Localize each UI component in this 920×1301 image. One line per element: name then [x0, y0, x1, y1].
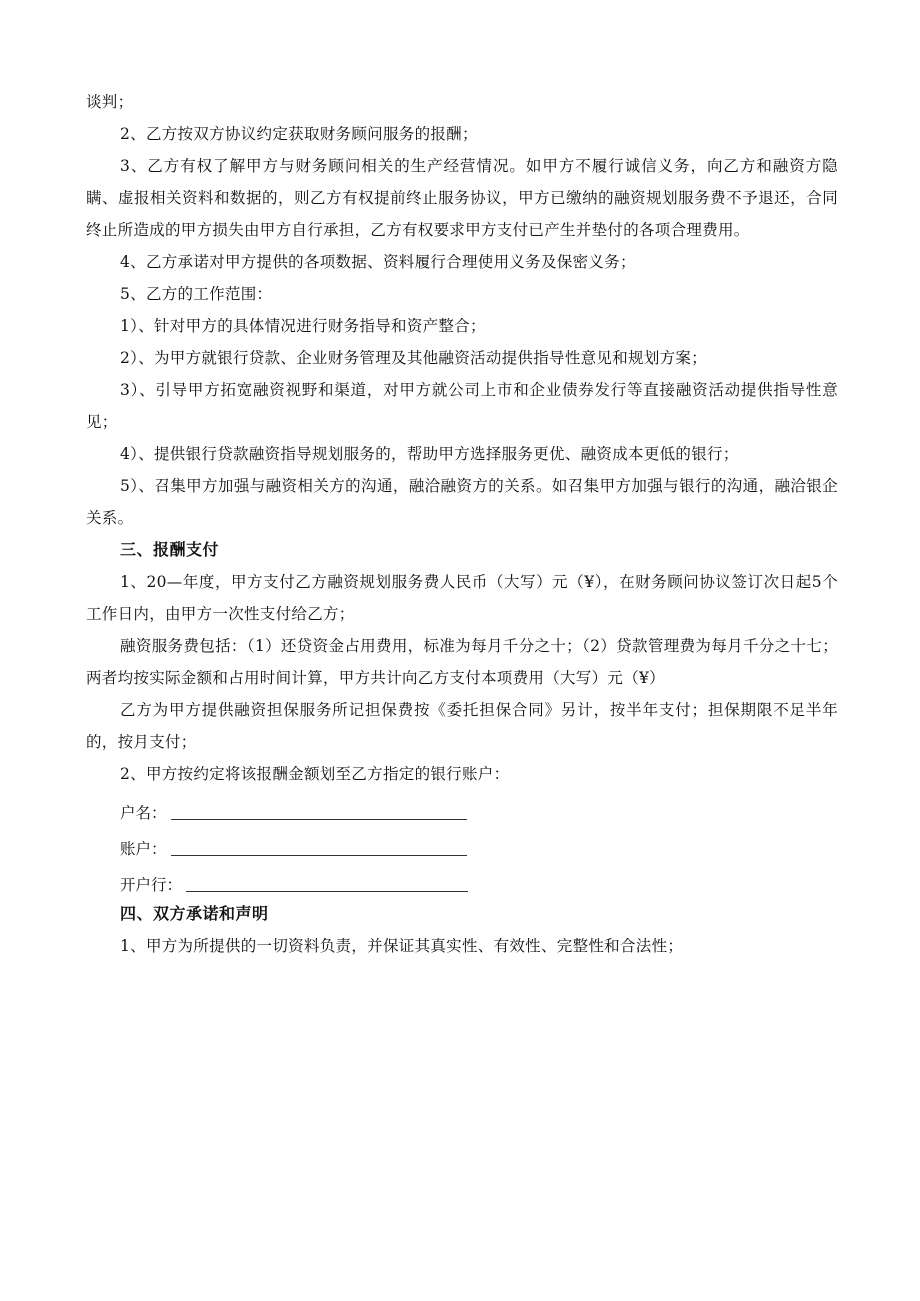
account-name-field [86, 790, 838, 826]
paragraph-guarantee-fee: 乙方为甲方提供融资担保服务所记担保费按《委托担保合同》另计，按半年支付；担保期限不足半年的，按月支付； [86, 701, 838, 751]
paragraph-scope-2: 2）、为甲方就银行贷款、企业财务管理及其他融资活动提供指导性意见和规划方案； [120, 349, 708, 367]
section-heading-commitments: 四、双方承诺和声明 [120, 904, 269, 923]
paragraph-clause-2: 2、乙方按双方协议约定获取财务顾问服务的报酬； [120, 125, 478, 143]
account-name-label: 户名： [120, 804, 167, 822]
paragraph-continuation: 谈判； [86, 93, 134, 111]
paragraph-scope-4: 4）、提供银行贷款融资指导规划服务的，帮助甲方选择服务更优、融资成本更低的银行； [120, 445, 739, 463]
paragraph-clause-4: 4、乙方承诺对甲方提供的各项数据、资料履行合理使用义务及保密义务； [120, 253, 636, 271]
paragraph-clause-5: 5、乙方的工作范围： [120, 285, 273, 303]
account-number-field [86, 826, 838, 862]
paragraph-scope-1: 1）、针对甲方的具体情况进行财务指导和资产整合； [120, 317, 486, 335]
bank-blank [186, 871, 468, 892]
paragraph-financing-fee: 融资服务费包括：（1）还贷资金占用费用，标准为每月千分之十；（2）贷款管理费为每月千分之十七；两者均按实际金额和占用时间计算，甲方共计向乙方支付本项费用（大写）元（¥） [86, 637, 838, 687]
paragraph-scope-3: 3）、引导甲方拓宽融资视野和渠道，对甲方就公司上市和企业债券发行等直接融资活动提供指导性意见； [86, 381, 838, 431]
bank-field [86, 862, 838, 898]
document-body [86, 86, 838, 962]
paragraph-payment-2: 2、甲方按约定将该报酬金额划至乙方指定的银行账户： [120, 765, 510, 783]
account-number-blank [171, 835, 467, 856]
bank-label: 开户行： [120, 876, 183, 894]
paragraph-payment-1: 1、20—年度，甲方支付乙方融资规划服务费人民币（大写）元（¥），在财务顾问协议签订次日起5个工作日内，由甲方一次性支付给乙方； [86, 573, 838, 623]
account-number-label: 账户： [120, 840, 167, 858]
paragraph-clause-3: 3、乙方有权了解甲方与财务顾问相关的生产经营情况。如甲方不履行诚信义务，向乙方和融资方隐瞒、虚报相关资料和数据的，则乙方有权提前终止服务协议，甲方已缴纳的融资规划服务费不予退还，合同终止所造成的甲方损失由甲方自行承担，乙方有权要求甲方支付已产生并垫付的各项合理费用。 [86, 157, 838, 239]
paragraph-scope-5: 5）、召集甲方加强与融资相关方的沟通，融洽融资方的关系。如召集甲方加强与银行的沟通，融洽银企关系。 [86, 477, 838, 527]
section-heading-payment: 三、报酬支付 [120, 540, 220, 559]
account-name-blank [171, 799, 467, 820]
paragraph-commitment-1: 1、甲方为所提供的一切资料负责，并保证其真实性、有效性、完整性和合法性； [120, 937, 684, 955]
